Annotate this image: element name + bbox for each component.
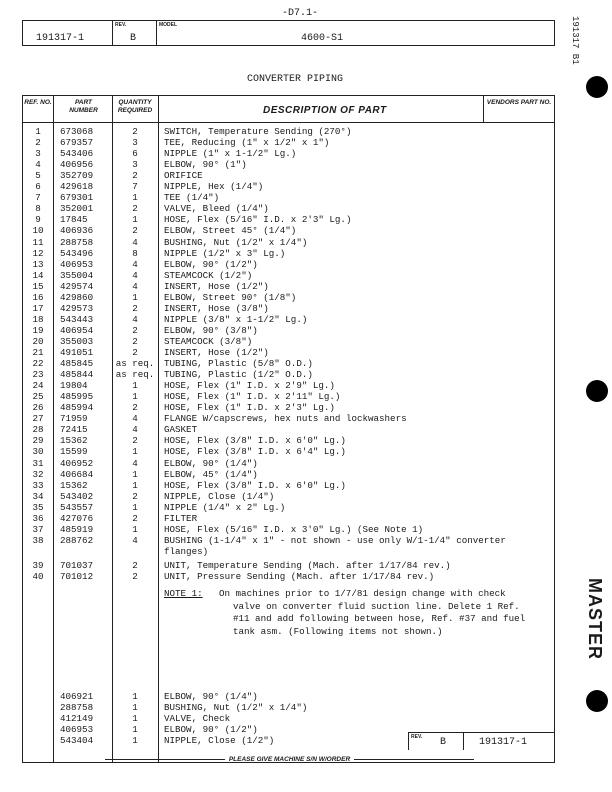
- quantity: as req.: [115, 369, 155, 381]
- ref-number: 2: [35, 137, 41, 149]
- page-number: -D7.1-: [281, 8, 318, 19]
- description: HOSE, Flex (1" I.D. x 2'3" Lg.): [164, 402, 335, 414]
- quantity: 2: [132, 170, 138, 182]
- doc-number: 191317-1: [36, 33, 85, 44]
- description: ELBOW, Street 90° (1/8"): [164, 291, 297, 303]
- col-part-header: PART NUMBER: [69, 99, 98, 114]
- part-number: 485844: [60, 369, 94, 381]
- description: TEE, Reducing (1" x 1/2" x 1"): [164, 137, 330, 149]
- part-number: 355003: [60, 335, 94, 347]
- description: NIPPLE (1/2" x 3" Lg.): [164, 247, 286, 259]
- part-number: 406953: [60, 258, 94, 270]
- part-number: 543443: [60, 313, 94, 325]
- description: TUBING, Plastic (1/2" O.D.): [164, 369, 313, 381]
- part-number: 543402: [60, 490, 94, 502]
- description: TEE (1/4"): [164, 192, 220, 204]
- description: UNIT, Pressure Sending (Mach. after 1/17/84 rev.): [164, 571, 435, 582]
- part-number: 485919: [60, 523, 94, 535]
- quantity: 1: [132, 380, 138, 392]
- ref-number: 7: [35, 192, 41, 204]
- description: HOSE, Flex (3/8" I.D. x 6'0" Lg.): [164, 435, 346, 447]
- part-number: 543404: [60, 735, 94, 747]
- quantity: 1: [132, 691, 138, 702]
- side-code: 191317 B1: [570, 16, 580, 65]
- note-line: valve on converter fluid suction line. Delete 1 Ref.: [233, 600, 520, 612]
- footer-rev-label: REV.: [411, 734, 423, 740]
- part-number: 485845: [60, 358, 94, 370]
- ref-number: 16: [32, 291, 44, 303]
- quantity: 4: [132, 413, 138, 425]
- quantity: 1: [132, 523, 138, 535]
- quantity: 2: [132, 490, 138, 502]
- col-ref-header: REF. NO.: [24, 99, 52, 106]
- note-line: #11 and add following between hose, Ref. #37 and fuel: [233, 613, 526, 625]
- quantity: 1: [132, 291, 138, 303]
- quantity: 2: [132, 571, 138, 582]
- ref-number: 1: [35, 126, 41, 137]
- description: HOSE, Flex (5/16" I.D. x 2'3" Lg.): [164, 214, 352, 226]
- part-number: 406921: [60, 691, 94, 702]
- quantity: 2: [132, 512, 138, 524]
- quantity: 2: [132, 335, 138, 347]
- ref-number: 8: [35, 203, 41, 215]
- quantity: 1: [132, 391, 138, 403]
- description: ELBOW, 90° (1/4"): [164, 691, 258, 702]
- description: VALVE, Check: [164, 713, 231, 725]
- part-number: 429574: [60, 280, 94, 292]
- ref-number: 21: [32, 347, 44, 358]
- punch-hole-top: [586, 76, 608, 98]
- description: HOSE, Flex (3/8" I.D. x 6'0" Lg.): [164, 479, 346, 491]
- description: ELBOW, Street 45° (1/4"): [164, 225, 297, 237]
- quantity: 4: [132, 534, 138, 546]
- ref-number: 27: [32, 413, 44, 425]
- part-number: 406684: [60, 468, 94, 480]
- section-title: CONVERTER PIPING: [246, 74, 343, 85]
- ref-number: 17: [32, 302, 44, 314]
- quantity: 4: [132, 258, 138, 270]
- part-number: 679357: [60, 137, 94, 149]
- quantity: 1: [132, 479, 138, 491]
- description: FLANGE W/capscrews, hex nuts and lockwashers: [164, 413, 407, 425]
- part-number: 429573: [60, 302, 94, 314]
- footer-rev-box: [408, 732, 555, 750]
- part-number: 406953: [60, 724, 94, 736]
- quantity: 1: [132, 446, 138, 458]
- description: VALVE, Bleed (1/4"): [164, 203, 269, 215]
- description: SWITCH, Temperature Sending (270°): [164, 126, 352, 137]
- description: HOSE, Flex (3/8" I.D. x 6'4" Lg.): [164, 446, 346, 458]
- quantity: 6: [132, 148, 138, 160]
- part-number: 427076: [60, 512, 94, 524]
- ref-number: 32: [32, 468, 44, 480]
- quantity: 2: [132, 225, 138, 237]
- ref-number: 35: [32, 501, 44, 513]
- part-number: 15362: [60, 435, 88, 447]
- ref-number: 4: [35, 159, 41, 171]
- ref-number: 15: [32, 280, 44, 292]
- part-number: 288758: [60, 236, 94, 248]
- quantity: 4: [132, 269, 138, 281]
- part-number: 543496: [60, 247, 94, 259]
- description: INSERT, Hose (3/8"): [164, 302, 269, 314]
- footer-instruction: PLEASE GIVE MACHINE S/N W/ORDER: [23, 756, 556, 763]
- ref-number: 10: [32, 225, 44, 237]
- ref-number: 30: [32, 446, 44, 458]
- ref-number: 33: [32, 479, 44, 491]
- ref-number: 34: [32, 490, 44, 502]
- part-number: 17845: [60, 214, 88, 226]
- part-number: 406952: [60, 457, 94, 469]
- description: NIPPLE (1" x 1-1/2" Lg.): [164, 148, 297, 160]
- quantity: 1: [132, 724, 138, 736]
- quantity: 1: [132, 702, 138, 714]
- part-number: 352709: [60, 170, 94, 182]
- ref-number: 14: [32, 269, 44, 281]
- quantity: 2: [132, 302, 138, 314]
- part-number: 543557: [60, 501, 94, 513]
- description: ELBOW, 45° (1/4"): [164, 468, 258, 480]
- description: NIPPLE (3/8" x 1-1/2" Lg.): [164, 313, 308, 325]
- part-number: 355004: [60, 269, 94, 281]
- ref-number: 40: [32, 571, 44, 582]
- description: ORIFICE: [164, 170, 203, 182]
- part-number: 71959: [60, 413, 88, 425]
- description: NIPPLE (1/4" x 2" Lg.): [164, 501, 286, 513]
- ref-number: 3: [35, 148, 41, 160]
- ref-number: 39: [32, 559, 44, 571]
- part-number: 72415: [60, 424, 88, 436]
- note-line: tank asm. (Following items not shown.): [233, 625, 443, 637]
- quantity: 3: [132, 137, 138, 149]
- punch-hole-bottom: [586, 690, 608, 712]
- part-number: 491051: [60, 347, 94, 358]
- description: ELBOW, 90° (1/2"): [164, 258, 258, 270]
- part-number: 406936: [60, 225, 94, 237]
- part-number: 485995: [60, 391, 94, 403]
- model-label: MODEL: [159, 22, 178, 28]
- part-number: 15362: [60, 479, 88, 491]
- quantity: 2: [132, 126, 138, 137]
- description: ELBOW, 90° (1/4"): [164, 457, 258, 469]
- quantity: 2: [132, 559, 138, 571]
- description: HOSE, Flex (1" I.D. x 2'9" Lg.): [164, 380, 335, 392]
- quantity: 4: [132, 280, 138, 292]
- description: HOSE, Flex (5/16" I.D. x 3'0" Lg.) (See Note 1): [164, 523, 424, 535]
- description: TUBING, Plastic (5/8" O.D.): [164, 358, 313, 370]
- ref-number: 37: [32, 523, 44, 535]
- ref-number: 19: [32, 324, 44, 336]
- part-number: 673068: [60, 126, 94, 137]
- description: INSERT, Hose (1/2"): [164, 280, 269, 292]
- ref-number: 12: [32, 247, 44, 259]
- ref-number: 24: [32, 380, 44, 392]
- ref-number: 22: [32, 358, 44, 370]
- header-block: [22, 20, 555, 46]
- quantity: 1: [132, 192, 138, 204]
- ref-number: 29: [32, 435, 44, 447]
- quantity: 4: [132, 313, 138, 325]
- quantity: 2: [132, 435, 138, 447]
- part-number: 429618: [60, 181, 94, 193]
- col-desc-header: DESCRIPTION OF PART: [263, 105, 387, 116]
- quantity: 7: [132, 181, 138, 193]
- quantity: 2: [132, 324, 138, 336]
- description: STEAMCOCK (1/2"): [164, 269, 253, 281]
- part-number: 406956: [60, 159, 94, 171]
- quantity: 4: [132, 424, 138, 436]
- quantity: 4: [132, 457, 138, 469]
- model-number: 4600-S1: [301, 33, 344, 44]
- description: ELBOW, 90° (1/2"): [164, 724, 258, 736]
- part-number: 15599: [60, 446, 88, 458]
- ref-number: 18: [32, 313, 44, 325]
- description: ELBOW, 90° (3/8"): [164, 324, 258, 336]
- description: ELBOW, 90° (1"): [164, 159, 247, 171]
- punch-hole-middle: [586, 380, 608, 402]
- description: NIPPLE, Close (1/4"): [164, 490, 275, 502]
- quantity: 2: [132, 203, 138, 215]
- ref-number: 11: [32, 236, 44, 248]
- footer-doc-number: 191317-1: [479, 737, 528, 748]
- quantity: 2: [132, 347, 138, 358]
- ref-number: 31: [32, 457, 44, 469]
- part-number: 288762: [60, 534, 94, 546]
- description: NIPPLE, Close (1/2"): [164, 735, 275, 747]
- revision: B: [130, 33, 137, 44]
- description: FILTER: [164, 512, 198, 524]
- part-number: 19804: [60, 380, 88, 392]
- description: HOSE, Flex (1" I.D. x 2'11" Lg.): [164, 391, 341, 403]
- col-qty-header: QUANTITY REQUIRED: [117, 99, 153, 114]
- quantity: 4: [132, 236, 138, 248]
- description: UNIT, Temperature Sending (Mach. after 1/17/84 rev.): [164, 559, 451, 571]
- col-vendor-header: VENDORS PART NO.: [486, 99, 552, 106]
- quantity: 1: [132, 501, 138, 513]
- note-line: On machines prior to 1/7/81 design change with check: [219, 588, 506, 600]
- rev-label: REV.: [115, 22, 127, 28]
- part-number: 701012: [60, 571, 94, 582]
- quantity: 1: [132, 735, 138, 747]
- ref-number: 25: [32, 391, 44, 403]
- description: INSERT, Hose (1/2"): [164, 347, 269, 358]
- quantity: 3: [132, 159, 138, 171]
- parts-table: [22, 95, 555, 763]
- master-stamp: MASTER: [585, 578, 605, 660]
- part-number: 412149: [60, 713, 94, 725]
- description: BUSHING, Nut (1/2" x 1/4"): [164, 702, 308, 714]
- description-continued: flanges): [164, 545, 209, 557]
- part-number: 543406: [60, 148, 94, 160]
- quantity: 1: [132, 468, 138, 480]
- note-label: NOTE 1:: [164, 588, 203, 600]
- quantity: 2: [132, 402, 138, 414]
- quantity: 1: [132, 214, 138, 226]
- part-number: 406954: [60, 324, 94, 336]
- description: NIPPLE, Hex (1/4"): [164, 181, 264, 193]
- description: BUSHING (1-1/4" x 1" - not shown - use only W/1-1/4" converter: [164, 534, 506, 546]
- description: STEAMCOCK (3/8"): [164, 335, 253, 347]
- ref-number: 9: [35, 214, 41, 226]
- quantity: as req.: [115, 358, 155, 370]
- ref-number: 23: [32, 369, 44, 381]
- ref-number: 13: [32, 258, 44, 270]
- part-number: 429860: [60, 291, 94, 303]
- part-number: 701037: [60, 559, 94, 571]
- quantity: 1: [132, 713, 138, 725]
- ref-number: 6: [35, 181, 41, 193]
- description: GASKET: [164, 424, 198, 436]
- part-number: 485994: [60, 402, 94, 414]
- ref-number: 5: [35, 170, 41, 182]
- ref-number: 28: [32, 424, 44, 436]
- ref-number: 38: [32, 534, 44, 546]
- part-number: 352001: [60, 203, 94, 215]
- description: BUSHING, Nut (1/2" x 1/4"): [164, 236, 308, 248]
- part-number: 679301: [60, 192, 94, 204]
- ref-number: 36: [32, 512, 44, 524]
- part-number: 288758: [60, 702, 94, 714]
- footer-revision: B: [440, 737, 447, 748]
- ref-number: 26: [32, 402, 44, 414]
- ref-number: 20: [32, 335, 44, 347]
- quantity: 8: [132, 247, 138, 259]
